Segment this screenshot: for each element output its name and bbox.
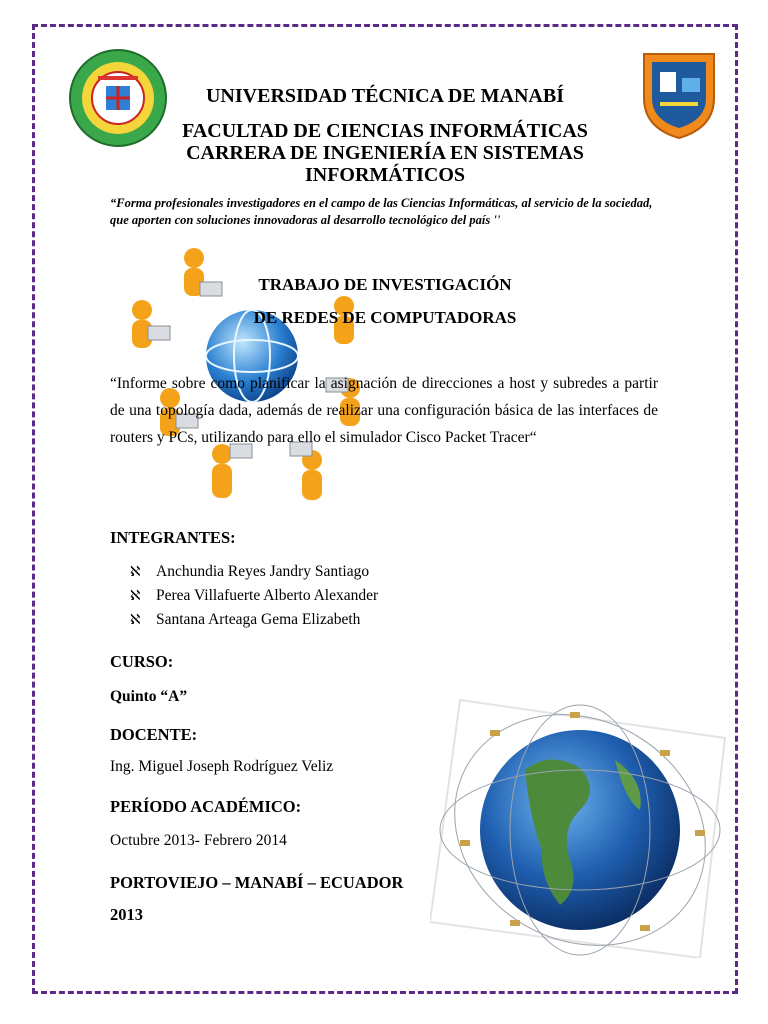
curso-value: Quinto “A” <box>110 688 188 705</box>
aleph-bullet-icon: ℵ <box>130 589 141 604</box>
list-item <box>130 584 378 608</box>
globe-satellites-image <box>430 690 730 958</box>
periodo-value: Octubre 2013- Febrero 2014 <box>110 832 287 849</box>
faculty-line-2: CARRERA DE INGENIERÍA EN SISTEMAS <box>186 142 584 164</box>
aleph-bullet-icon: ℵ <box>130 565 141 580</box>
members-list <box>130 560 378 632</box>
list-item <box>130 608 378 632</box>
curso-heading: CURSO: <box>110 652 174 671</box>
utm-seal-icon <box>68 48 168 148</box>
faculty-shield-icon <box>640 48 718 140</box>
university-motto: “Forma profesionales investigadores en el campo de las Ciencias Informáticas, al servicio de la sociedad, que aporten con soluciones innovadoras al desarrollo tecnológico del país '' <box>110 196 653 227</box>
work-title-line-2: DE REDES DE COMPUTADORAS <box>253 308 517 327</box>
integrantes-heading: INTEGRANTES: <box>110 528 236 547</box>
faculty-line-1: FACULTAD DE CIENCIAS INFORMÁTICAS <box>182 120 588 142</box>
work-description: “Informe sobre como planificar la asignación de direcciones a host y subredes a partir de una topología dada, además de realizar una configuración básica de las interfaces de routers y PCs, utilizando para ello el simulador Cisco Packet Tracer“ <box>110 375 658 446</box>
location-line: PORTOVIEJO – MANABÍ – ECUADOR <box>110 873 404 892</box>
member-name: Perea Villafuerte Alberto Alexander <box>156 587 379 604</box>
university-title: UNIVERSIDAD TÉCNICA DE MANABÍ <box>205 85 565 107</box>
list-item <box>130 560 378 584</box>
faculty-line-3: INFORMÁTICOS <box>304 164 465 186</box>
member-name: Anchundia Reyes Jandry Santiago <box>156 563 370 580</box>
aleph-bullet-icon: ℵ <box>130 613 141 628</box>
member-name: Santana Arteaga Gema Elizabeth <box>156 611 361 628</box>
year-line: 2013 <box>110 905 143 924</box>
docente-value: Ing. Miguel Joseph Rodríguez Veliz <box>110 758 334 775</box>
docente-heading: DOCENTE: <box>110 725 198 744</box>
work-title-line-1: TRABAJO DE INVESTIGACIÓN <box>258 275 512 294</box>
faculty-title <box>170 120 600 186</box>
periodo-heading: PERÍODO ACADÉMICO: <box>110 797 302 816</box>
